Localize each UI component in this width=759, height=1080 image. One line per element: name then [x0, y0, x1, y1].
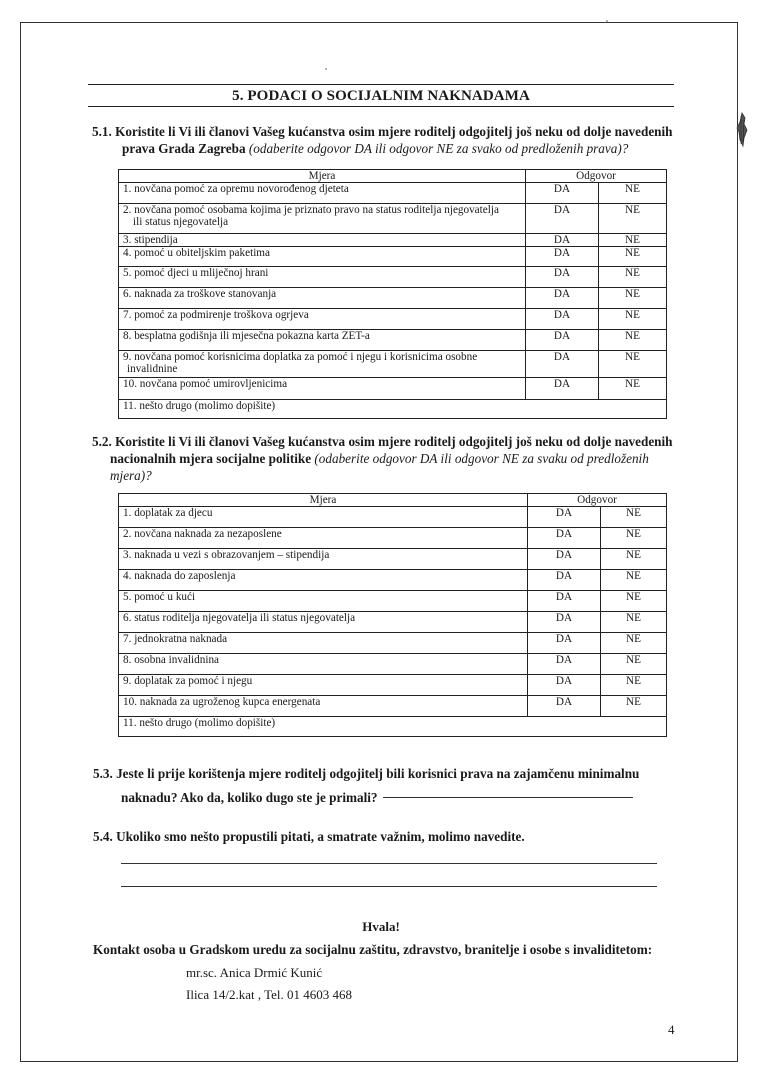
answer-da[interactable]: DA [526, 204, 599, 234]
question-number: 5.2. [92, 434, 112, 449]
answer-da[interactable]: DA [528, 570, 601, 591]
answer-ne[interactable]: NE [599, 234, 667, 247]
answer-ne[interactable]: NE [599, 183, 667, 204]
table-row [119, 267, 667, 288]
page-number: 4 [668, 1022, 675, 1037]
row-label-text: 9. novčana pomoć korisnicima doplatka za pomoć i njegu i korisnicima osobne [123, 351, 478, 363]
table-row [119, 507, 667, 528]
column-header-measure: Mjera [119, 170, 526, 183]
answer-da[interactable]: DA [528, 591, 601, 612]
answer-ne[interactable]: NE [601, 528, 667, 549]
thanks-text: Hvala! [362, 919, 400, 934]
table-row-other [119, 717, 667, 737]
scan-speck [325, 68, 327, 70]
row-label: 9. doplatak za pomoć i njegu [119, 675, 528, 696]
answer-ne[interactable]: NE [601, 654, 667, 675]
answer-ne[interactable]: NE [601, 570, 667, 591]
row-label-other[interactable]: 11. nešto drugo (molimo dopišite) [119, 400, 667, 419]
answer-da[interactable]: DA [526, 234, 599, 247]
answer-ne[interactable]: NE [601, 612, 667, 633]
question-5-1 [92, 123, 692, 157]
row-label: 8. besplatna godišnja ili mjesečna pokazna karta ZET-a [119, 330, 526, 351]
table-row [119, 675, 667, 696]
table-row [119, 288, 667, 309]
column-header-measure: Mjera [119, 494, 528, 507]
section-title: 5. PODACI O SOCIJALNIM NAKNADAMA [232, 88, 530, 104]
table-row [119, 549, 667, 570]
table-row [119, 696, 667, 717]
question-text: Jeste li prije korištenja mjere roditelj odgojitelj bili korisnici prava na zajamčenu minimalnu [116, 766, 640, 781]
table-row [119, 183, 667, 204]
question-number: 5.1. [92, 124, 112, 139]
answer-da[interactable]: DA [528, 654, 601, 675]
answer-da[interactable]: DA [528, 507, 601, 528]
row-label: 3. naknada u vezi s obrazovanjem – stipendija [119, 549, 528, 570]
table-row [119, 330, 667, 351]
answer-da[interactable]: DA [526, 309, 599, 330]
question-hint: (odaberite odgovor DA ili odgovor NE za svako od predloženih prava)? [248, 141, 629, 156]
row-label-cont: invalidnine [127, 363, 178, 375]
question-text-cont: prava Grada Zagreba [122, 141, 246, 156]
answer-da[interactable]: DA [526, 247, 599, 267]
contact-address: Ilica 14/2.kat , Tel. 01 4603 468 [186, 987, 353, 1002]
answer-ne[interactable]: NE [601, 549, 667, 570]
question-5-3 [93, 762, 713, 810]
table-row [119, 378, 667, 400]
row-label-other[interactable]: 11. nešto drugo (molimo dopišite) [119, 717, 667, 737]
row-label: 8. osobna invalidnina [119, 654, 528, 675]
column-header-answer: Odgovor [526, 170, 667, 183]
title-top-rule [88, 84, 674, 85]
answer-da[interactable]: DA [528, 633, 601, 654]
table-5-2 [118, 493, 667, 737]
table-row [119, 204, 667, 234]
question-text-cont: naknadu? Ako da, koliko dugo ste je primali? [121, 790, 378, 805]
table-row [119, 654, 667, 675]
question-text: Ukoliko smo nešto propustili pitati, a smatrate važnim, molimo navedite. [116, 829, 525, 844]
question-number: 5.3. [93, 766, 113, 781]
row-label: 10. novčana pomoć umirovljenicima [119, 378, 526, 400]
answer-ne[interactable]: NE [601, 591, 667, 612]
contact-title: Kontakt osoba u Gradskom uredu za socijalnu zaštitu, zdravstvo, branitelje i osobe s invaliditetom: [93, 942, 653, 957]
row-label: 1. doplatak za djecu [119, 507, 528, 528]
scan-speck [606, 20, 608, 22]
table-row [119, 612, 667, 633]
answer-ne[interactable]: NE [599, 288, 667, 309]
answer-ne[interactable]: NE [599, 378, 667, 400]
row-label: 4. naknada do zaposlenja [119, 570, 528, 591]
answer-ne[interactable]: NE [601, 633, 667, 654]
answer-ne[interactable]: NE [599, 309, 667, 330]
answer-da[interactable]: DA [526, 351, 599, 378]
row-label: 5. pomoć u kući [119, 591, 528, 612]
row-label: 2. novčana naknada za nezaposlene [119, 528, 528, 549]
answer-ne[interactable]: NE [601, 675, 667, 696]
answer-ne[interactable]: NE [599, 330, 667, 351]
contact-name: mr.sc. Anica Drmić Kunić [186, 965, 323, 980]
table-row [119, 351, 667, 378]
table-row [119, 528, 667, 549]
row-label: 10. naknada za ugroženog kupca energenata [119, 696, 528, 717]
question-text: Koristite li Vi ili članovi Vašeg kućanstva osim mjere roditelj odgojitelj još neku od dolje navedenih [115, 124, 673, 139]
row-label [119, 204, 526, 234]
question-hint: (odaberite odgovor DA ili odgovor NE za svaku od predloženih [314, 451, 649, 466]
row-label: 6. status roditelja njegovatelja ili status njegovatelja [119, 612, 528, 633]
answer-ne[interactable]: NE [601, 507, 667, 528]
answer-line-5-4-1[interactable] [121, 863, 657, 864]
row-label-cont: ili status njegovatelja [133, 216, 229, 228]
table-row [119, 247, 667, 267]
question-number: 5.4. [93, 829, 113, 844]
answer-ne[interactable]: NE [599, 351, 667, 378]
table-row [119, 570, 667, 591]
row-label: 6. naknada za troškove stanovanja [119, 288, 526, 309]
staple-mark-icon [735, 112, 749, 148]
answer-ne[interactable]: NE [599, 204, 667, 234]
answer-da[interactable]: DA [526, 288, 599, 309]
answer-ne[interactable]: NE [601, 696, 667, 717]
answer-da[interactable]: DA [528, 696, 601, 717]
answer-da[interactable]: DA [528, 528, 601, 549]
question-5-2 [92, 433, 692, 484]
question-text: Koristite li Vi ili članovi Vašeg kućanstva osim mjere roditelj odgojitelj još neku od dolje navedenih [115, 434, 673, 449]
answer-da[interactable]: DA [528, 612, 601, 633]
answer-line-5-3[interactable] [383, 797, 633, 798]
answer-da[interactable]: DA [526, 183, 599, 204]
question-hint-cont: mjera)? [110, 468, 152, 483]
row-label: 3. stipendija [119, 234, 526, 247]
answer-ne[interactable]: NE [599, 267, 667, 288]
row-label: 7. jednokratna naknada [119, 633, 528, 654]
table-5-1 [118, 169, 667, 419]
answer-da[interactable]: DA [528, 549, 601, 570]
table-row-other [119, 400, 667, 419]
title-bottom-rule [88, 106, 674, 107]
question-5-4 [93, 828, 713, 845]
answer-line-5-4-2[interactable] [121, 886, 657, 887]
table-row [119, 591, 667, 612]
answer-da[interactable]: DA [528, 675, 601, 696]
table-row [119, 234, 667, 247]
question-text-cont: nacionalnih mjera socijalne politike [110, 451, 312, 466]
row-label: 5. pomoć djeci u mliječnoj hrani [119, 267, 526, 288]
row-label: 7. pomoć za podmirenje troškova ogrjeva [119, 309, 526, 330]
answer-da[interactable]: DA [526, 330, 599, 351]
column-header-answer: Odgovor [528, 494, 667, 507]
answer-ne[interactable]: NE [599, 247, 667, 267]
row-label-text: 2. novčana pomoć osobama kojima je priznato pravo na status roditelja njegovatelja [123, 204, 499, 216]
table-row [119, 633, 667, 654]
answer-da[interactable]: DA [526, 267, 599, 288]
row-label: 4. pomoć u obiteljskim paketima [119, 247, 526, 267]
row-label [119, 351, 526, 378]
table-row [119, 309, 667, 330]
answer-da[interactable]: DA [526, 378, 599, 400]
row-label: 1. novčana pomoć za opremu novorođenog djeteta [119, 183, 526, 204]
